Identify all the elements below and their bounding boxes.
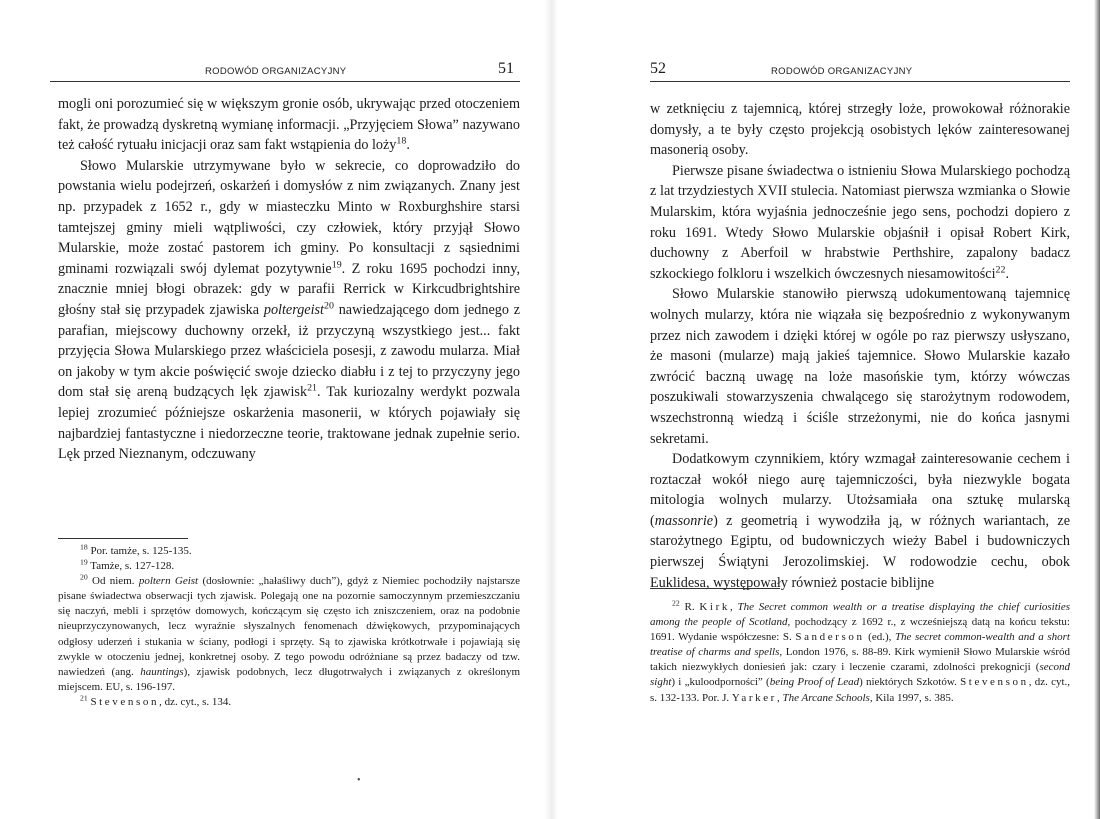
right-page-header: [650, 60, 1070, 80]
left-footnotes: [58, 544, 520, 710]
italic-term: massonrie: [654, 512, 714, 529]
footnote-ref[interactable]: 21: [307, 382, 317, 394]
left-body-text: [58, 94, 520, 465]
footnote-separator: [650, 588, 780, 589]
running-head: RODOWÓD ORGANIZACYJNY: [205, 66, 347, 77]
footnote: $^{22}$ R. Kirk, The Secret common wealth or a treatise displaying the chief curiosities among the people of Scotland, pochodzący z 1692 r., z wcześniejszą datą na końcu tekstu: 1691. Wydanie współczesne: S. Sanderson (ed.), The secret common-wealth and a short treatise of charms and spells, London 1976, s. 88-89. Kirk wymienił Słowo Mularskie wśród takich niezwykłych doniesień jak: czary i leczenie czarami, zdolności prekognicji (second sight) i „kuloodporności” (being Proof of Lead) niektórych Szkotów. Stevenson, dz. cyt., s. 132-133. Por. J. Yarker, The Arcane Schools, Kila 1997, s. 385.: [650, 598, 1071, 704]
footnote-ref[interactable]: 18: [396, 135, 407, 147]
paragraph: mogli oni porozumieć się w większym gronie osób, ukrywając przed otoczeniem fakt, że prowadzą dyskretną wymianę informacji. „Przyjęciem Słowa” nazywano też całość rytuału inicjacji oraz sam fakt wstąpienia do loży$^{18}$.: [58, 96, 520, 154]
page-number: 52: [650, 60, 666, 77]
left-page-header: [50, 60, 520, 80]
footnote: $^{18}$ Por. tamże, s. 125-135.: [80, 542, 192, 557]
paragraph: Dodatkowym czynnikiem, który wzmagał zainteresowanie cechem i roztaczał wokół niego aurę tajemniczości, była niezwykle bogata mitologia wolnych mularzy. Utożsamiała ona sztukę mularską (massonrie) z geometrią i wywodziła ją, w różnych wariantach, ze starożytnego Egiptu, od budowniczych wieży Babel i budowniczych pierwszej Świątyni Jerozolimskiej. W rodowodzie cechu, obok Euklidesa, występowały również postacie biblijne: [650, 451, 1070, 591]
header-rule: [50, 81, 520, 82]
italic-term: poltergeist: [263, 301, 325, 318]
footnote-separator: [58, 538, 188, 539]
right-body-text: [650, 99, 1070, 593]
header-rule: [650, 81, 1070, 82]
footnote-ref[interactable]: 22: [995, 264, 1006, 276]
footnote-ref[interactable]: 19: [331, 259, 342, 271]
right-footnotes: [650, 600, 1070, 706]
page-number: 51: [498, 60, 514, 77]
footnote: $^{19}$ Tamże, s. 127-128.: [80, 557, 175, 573]
footnote: $^{20}$ Od niem. poltern Geist (dosłownie: „hałaśliwy duch”), gdyż z Niemiec pochodziły najstarsze pisane świadectwa obserwacji tych zjawisk. Polegają one na pozornie samoczynnym przemieszczaniu się naczyń, mebli i sprzętów domowych, kończącym się często ich zniszczeniem, oraz na podobnie nieuprzyczynowanych, lecz wyraźnie słyszalnych fenomenach dźwiękowych, przypominających odgłosy uderzeń i stukania w ściany, podłogi i sprzęty. Są to zjawiska krótkotrwałe i pojawiają się zwykle w otoczeniu jednej, konkretnej osoby. Z tego powodu odróżniane są przez badaczy od tzw. nawiedzeń (ang. hauntings), zjawisk podobnych, lecz długotrwałych i związanych z określonym miejscem. EU, s. 196-197.: [58, 572, 521, 693]
footnote-ref[interactable]: 20: [324, 300, 334, 312]
right-page: [550, 0, 1100, 819]
paragraph: Pierwsze pisane świadectwa o istnieniu Słowa Mularskiego pochodzą z lat trzydziestych XVII stulecia. Natomiast pierwsza wzmianka o Słowie Mularskim, która wyjaśnia jednocześnie jego sens, pochodzi dopiero z roku 1691. Wtedy Słowo Mularskie objaśnił i opisał Robert Kirk, duchowny z Aberfoil w hrabstwie Perthshire, zapalony badacz szkockiego folkloru i wszelkich ówczesnych niesamowitości$^{22}$.: [650, 162, 1070, 282]
paragraph: Słowo Mularskie utrzymywane było w sekrecie, co doprowadziło do powstania wielu podejrzeń, oskarżeń i domysłów z nim związanych. Znany jest np. przypadek z 1652 r., gdy w miasteczku Minto w Roxburghshire starsi tamtejszej gminy mieli wątpliwości, czy człowiek, który przyjął Słowo Mularskie, może zostać pastorem ich gminy. Po konsultacji z sąsiednimi gminami rozwiązali swój dylemat pozytywnie$^{19}$. Z roku 1695 pochodzi inny, znacznie mniej błogi obrazek: gdy w parafii Rerrick w Kirkcudbrightshire głośny stał się przypadek zjawiska poltergeist$^{20}$ nawiedzającego dom jednego z parafian, miejscowy duchowny orzekł, iż przyczyną wszystkiego jest... fakt przyjęcia Słowa Mularskiego przez właściciela posesji, z zawodu mularza. Miał on jakoby w tym akcie poświęcić swoje dziecko diabłu i z tej to przyczyny jego dom stał się areną budzących lęk zjawisk$^{21}$. Tak kuriozalny werdykt pozwala lepiej zrozumieć późniejsze oskarżenia masonerii, w których pojawiały się najbardziej fantastyczne i niedorzeczne teorie, traktowane jednak zupełnie serio. Lęk przed Nieznanym, odczuwany: [58, 157, 521, 463]
running-head: RODOWÓD ORGANIZACYJNY: [771, 66, 913, 77]
paragraph: Słowo Mularskie stanowiło pierwszą udokumentowaną tajemnicę wolnych mularzy, która nie wiązała się bezpośrednio z wykonywanym przez nich zawodem i dzięki której w ogóle po raz pierwszy usłyszano, że masoni (mularze) mają jakieś tajemnice. Słowo Mularskie kazało zwrócić baczną uwagę na loże masońskie tym, którzy wówczas poszukiwali stowarzyszenia chwalącego się starożytnym rodowodem, wszechstronną wiedzą i ściśle strzeżonymi, nie do końca jasnymi sekretami.: [650, 286, 1070, 447]
footnote: $^{21}$ Stevenson, dz. cyt., s. 134.: [80, 693, 232, 708]
paragraph: w zetknięciu z tajemnicą, której strzegły loże, prowokował różnorakie domysły, a te były często projekcją osobistych lęków zainteresowanej masonerią osoby.: [650, 101, 1070, 159]
stray-mark: •: [357, 775, 361, 786]
